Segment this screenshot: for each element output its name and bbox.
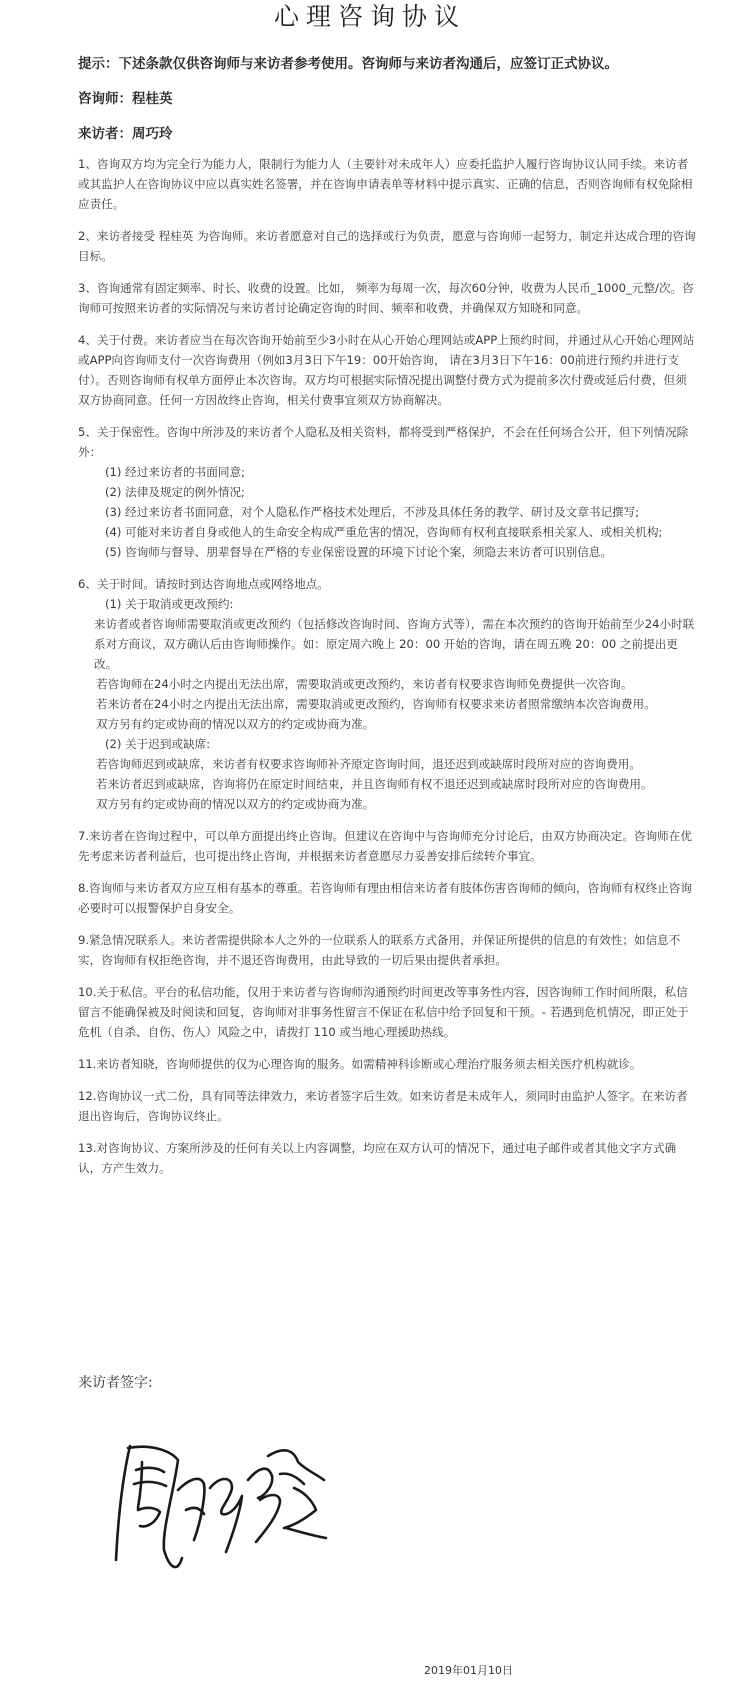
visitor-name: 来访者：周巧玲 [78,126,173,142]
clause-5-item: (3) 经过来访者书面同意，对个人隐私作严格技术处理后，不涉及具体任务的教学、研讨及文章书记撰写; [105,505,640,519]
clause-5-intro: 5、关于保密性。咨询中所涉及的来访者个人隐私及相关资料，都将受到严格保护，不会在任何场合公开，但下列情况除外： [78,425,689,459]
clause-6-sub2-line: 若来访者迟到或缺席，咨询将仍在原定时间结束，并且咨询师有权不退还迟到或缺席时段所对应的咨询费用。 [96,777,653,791]
counselor-name: 咨询师：程桂英 [78,91,173,107]
clause-6-sub1-title: (1) 关于取消或更改预约: [105,597,234,611]
clause-5-item: (1) 经过来访者的书面同意; [105,465,245,479]
agreement-body [78,154,698,1190]
clause-3: 3、咨询通常有固定频率、时长、收费的设置。比如， 频率为每周一次，每次60分钟，收费为人民币_1000_元整/次。咨询师可按照来访者的实际情况与来访者讨论确定咨询的时间、频率和收费，并确保双方知晓和同意。 [78,281,694,315]
clause-6-sub2-title: (2) 关于迟到或缺席: [105,737,211,751]
clause-12: 12.咨询协议一式二份，具有同等法律效力，来访者签字后生效。如来访者是未成年人，须同时由监护人签字。在来访者退出咨询后，咨询协议终止。 [78,1089,688,1123]
clause-5-item: (5) 咨询师与督导、朋辈督导在严格的专业保密设置的环境下讨论个案，须隐去来访者可识别信息。 [105,545,613,559]
clause-6-sub1-line: 若来访者在24小时之内提出无法出席，需要取消或更改预约，咨询师有权要求来访者照常缴纳本次咨询费用。 [96,697,656,711]
clause-6-sub1-body: 来访者或者咨询师需要取消或更改预约（包括修改咨询时间、咨询方式等），需在本次预约的咨询开始前至少24小时联系对方商议，双方确认后由咨询师操作。如：原定周六晚上 20：00 开始的咨询，请在周五晚 20：00 之前提出更改。 [94,617,695,671]
clause-2: 2、来访者接受 程桂英 为咨询师。来访者愿意对自己的选择或行为负责，愿意与咨询师一起努力，制定并达成合理的咨询目标。 [78,229,696,263]
clause-10: 10.关于私信。平台的私信功能，仅用于来访者与咨询师沟通预约时间更改等事务性内容，因咨询师工作时间所限，私信留言不能确保被及时阅读和回复，咨询师对非事务性留言不保证在私信中给予回复和干预。- 若遇到危机情况，即正处于危机（自杀、自伤、伤人）风险之中，请拨打 110 或当地心理援助热线。 [78,985,689,1039]
handwritten-signature [108,1440,338,1594]
clause-7: 7.来访者在咨询过程中，可以单方面提出终止咨询。但建议在咨询中与咨询师充分讨论后，由双方协商决定。咨询师在优先考虑来访者利益后，也可提出终止咨询，并根据来访者意愿尽力妥善安排后续转介事宜。 [78,829,692,863]
hint-text: 提示：下述条款仅供咨询师与来访者参考使用。咨询师与来访者沟通后，应签订正式协议。 [78,56,618,72]
clause-6-sub2-line: 若咨询师迟到或缺席，来访者有权要求咨询师补齐原定咨询时间，退还迟到或缺席时段所对应的咨询费用。 [96,757,641,771]
signing-date: 2019年01月10日 [424,1664,513,1677]
clause-9: 9.紧急情况联系人。来访者需提供除本人之外的一位联系人的联系方式备用，并保证所提供的信息的有效性；如信息不实，咨询师有权拒绝咨询，并不退还咨询费用，由此导致的一切后果由提供者承担。 [78,933,681,967]
clause-13: 13.对咨询协议、方案所涉及的任何有关以上内容调整，均应在双方认可的情况下，通过电子邮件或者其他文字方式确认，方产生效力。 [78,1141,677,1175]
clause-6-sub1-line: 若咨询师在24小时之内提出无法出席，需要取消或更改预约，来访者有权要求咨询师免费提供一次咨询。 [96,677,633,691]
clause-6 [78,574,698,814]
signature-label: 来访者签字: [78,1375,153,1391]
clause-11: 11.来访者知晓，咨询师提供的仅为心理咨询的服务。如需精神科诊断或心理治疗服务须去相关医疗机构就诊。 [78,1057,642,1071]
clause-5-item: (2) 法律及规定的例外情况; [105,485,245,499]
clause-4: 4、关于付费。来访者应当在每次咨询开始前至少3小时在从心开始心理网站或APP上预约时间，并通过从心开始心理网站或APP向咨询师支付一次咨询费用（例如3月3日下午19：00开始咨询， 请在3月3日下午16：00前进行预约并进行支付）。否则咨询师有权单方面停止本次咨询。双方均可根据实际情况提出调整付费方式为提前多次付费或延后付费，但须双方协商同意。任何一方因故终止咨询，相关付费事宜须双方协商解决。 [78,333,695,407]
clause-5 [78,422,698,562]
clause-5-item: (4) 可能对来访者自身或他人的生命安全构成严重危害的情况，咨询师有权利直接联系相关家人、或相关机构; [105,525,663,539]
clause-6-intro: 6、关于时间。请按时到达咨询地点或网络地点。 [78,577,329,591]
clause-6-sub2-line: 双方另有约定或协商的情况以双方的约定或协商为准。 [96,797,375,811]
clause-1: 1、咨询双方均为完全行为能力人，限制行为能力人（主要针对未成年人）应委托监护人履行咨询协议认同手续。来访者或其监护人在咨询协议中应以真实姓名签署，并在咨询申请表单等材料中提示真实、正确的信息，否则咨询师有权免除相应责任。 [78,157,693,211]
clause-8: 8.咨询师与来访者双方应互相有基本的尊重。若咨询师有理由相信来访者有肢体伤害咨询师的倾向，咨询师有权终止咨询必要时可以报警保护自身安全。 [78,881,692,915]
clause-6-sub1-line: 双方另有约定或协商的情况以双方的约定或协商为准。 [96,717,375,731]
page-title: 心理咨询协议 [273,2,466,31]
